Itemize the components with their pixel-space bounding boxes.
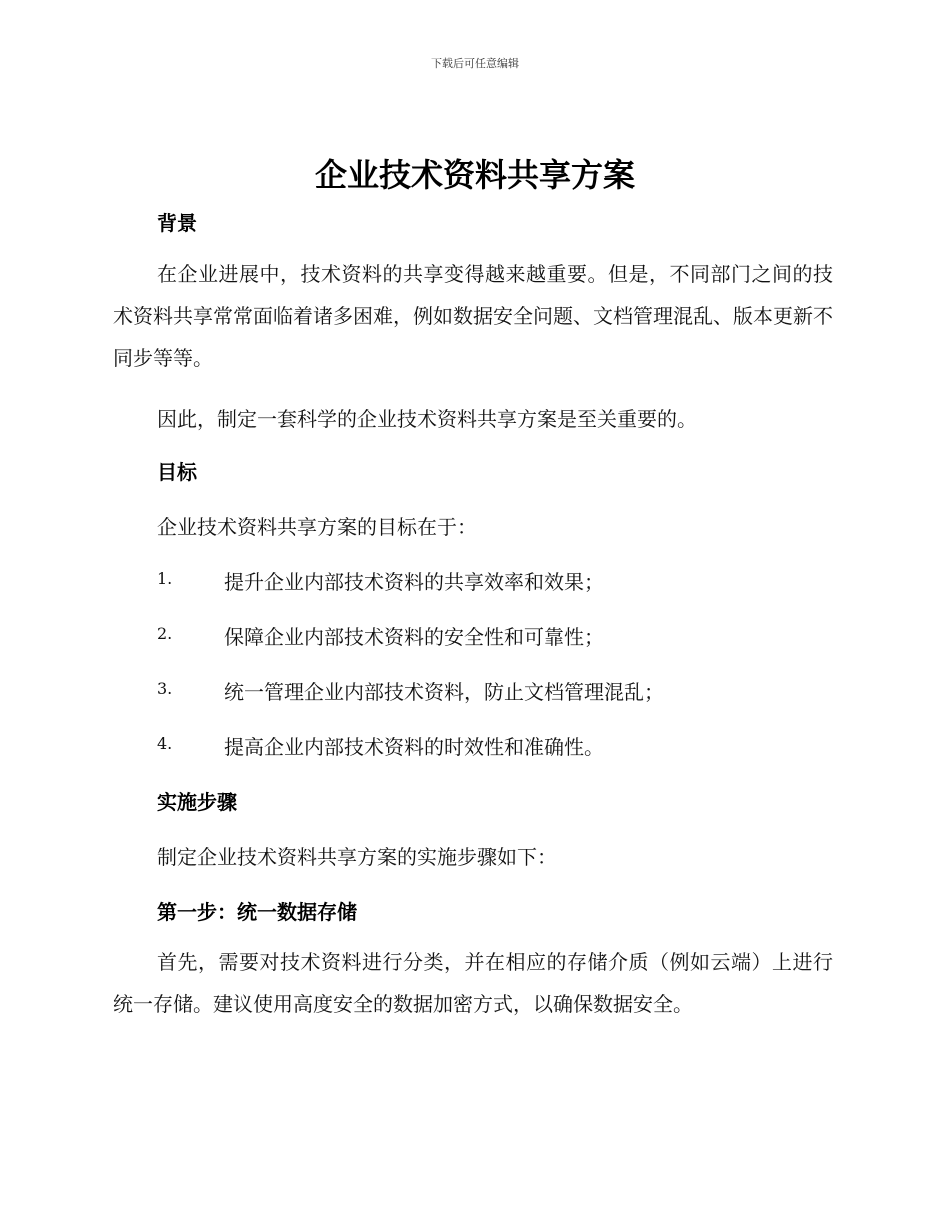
- section-heading-background: 背景: [157, 211, 197, 235]
- list-item-text: 提升企业内部技术资料的共享效率和效果；: [224, 570, 604, 594]
- list-item-number: 1.: [157, 569, 173, 588]
- step1-heading: 第一步：统一数据存储: [157, 900, 357, 924]
- document-title: 企业技术资料共享方案: [314, 156, 635, 194]
- goals-intro: 企业技术资料共享方案的目标在于：: [157, 515, 477, 539]
- list-item-text: 统一管理企业内部技术资料，防止文档管理混乱；: [224, 680, 664, 704]
- list-item-number: 2.: [157, 624, 173, 643]
- header-note: 下载后可任意编辑: [431, 57, 519, 70]
- background-paragraph-1: 在企业进展中，技术资料的共享变得越来越重要。但是，不同部门之间的技术资料共享常常面临着诸多困难，例如数据安全问题、文档管理混乱、版本更新不同步等等。: [113, 262, 833, 370]
- step1-paragraph: 首先，需要对技术资料进行分类，并在相应的存储介质（例如云端）上进行统一存储。建议使用高度安全的数据加密方式，以确保数据安全。: [113, 950, 833, 1016]
- background-paragraph-2: 因此，制定一套科学的企业技术资料共享方案是至关重要的。: [157, 407, 697, 431]
- list-item-text: 提高企业内部技术资料的时效性和准确性。: [224, 735, 604, 759]
- list-item-number: 3.: [157, 679, 173, 698]
- list-item-text: 保障企业内部技术资料的安全性和可靠性；: [224, 625, 604, 649]
- section-heading-goals: 目标: [157, 460, 197, 484]
- section-heading-steps: 实施步骤: [157, 790, 237, 814]
- steps-intro: 制定企业技术资料共享方案的实施步骤如下：: [157, 845, 557, 869]
- list-item-number: 4.: [157, 734, 173, 753]
